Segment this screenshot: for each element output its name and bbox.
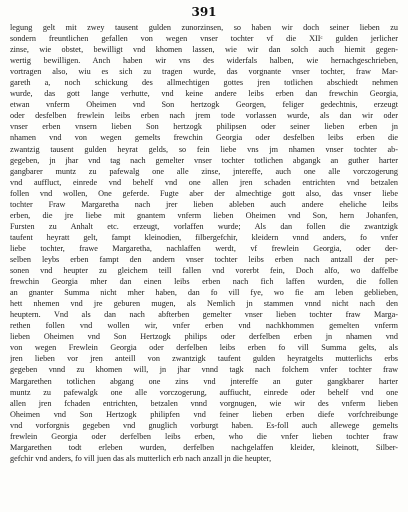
text-line: follen vnd wollen, One geferde. Fugte aber der almechtige gott also, das vnser liebe — [10, 188, 398, 198]
text-line: an gnanter Summa nicht mher haben, dan fo vill fye, wo fie am leben geblieben, — [10, 288, 398, 298]
text-line: Margarethen totlichen abgang one zins vnd jntereffe an guter gangkbarer harter — [10, 376, 398, 386]
text-line: Fursten zu Anhalt etc. erzeugt, vorlaffen wurde; Als dan follen die zwantzigk — [10, 221, 398, 231]
text-line: gegeben vnnd zu khomen will, jn jhar vnnd tagk nach folchem vnfer tochter fraw — [10, 365, 398, 375]
text-line: tochter Fraw Margaretha nach jrer lieben ableben auch andere eheliche leibs — [10, 199, 398, 209]
text-line: jren lieben vor jren anteill von zwantzigk taufent gulden heyratgelts mutterlichs erbs — [10, 354, 398, 364]
text-line: oder desfelben frewlein leibs erben nach jrem tode vorlassen wurde, als dan wir oder — [10, 111, 398, 121]
text-line: sondern freuntlichen gefallen von wegen vnser tochter vf die XIIᶜ gulden jerlicher — [10, 34, 398, 44]
text-line: gegeben, jn jhar vnd tag nach gemelter vnser tochter totlichen abgangk an guther harter — [10, 155, 398, 165]
text-line: wurde, das gott lange verhutte, vnd keine andere leibs erben dan frewchin Georgia, — [10, 89, 398, 99]
page-number: 391 — [191, 5, 217, 19]
text-line: taufent heyratt gelt, fampt kleinodien, filbergefchir, kleidern vnnd anders, fo vnfer — [10, 232, 398, 242]
text-line: gangbarer muntz zu pafewalg one alle zinse, jntereffe, auch one alle vorczogerung — [10, 166, 398, 176]
text-line: zwantzig tausent gulden heyrat gelds, so fein liebe vns jm nhamen vnser tochter ab- — [10, 144, 398, 154]
text-line: gefchir vnd anders, fo vill juen das als mutterlich erb nach anzall jn die heupter, — [10, 453, 272, 463]
text-line: rethen follen vnd wollen wir, vnfer erben vnd nachkhommen gemelten vnferm — [10, 321, 398, 331]
text-line: von wegen Frewlein Georgia oder derfelben leibs erben fo vill Summa gelts, als — [10, 343, 398, 353]
text-line: zinse, wie obstet, bewilligt vnd khomen lassen, wie wir dan solch auch hiemit gegen- — [10, 45, 398, 55]
text-line: sonen vnd heupter zu gleichem teill fallen vnd vorerbt fein, Doch alfo, wo daffelbe — [10, 266, 398, 276]
text-line: erben, die jre liebe mit gnantem vnferm lieben Oheimen vnd Son, hern Johanfen, — [10, 210, 398, 220]
text-line: legung gelt mit zwey tausent gulden zunorzinsen, so haben wir doch seiner lieben zu — [10, 23, 398, 32]
text-line: vnser erben vnsern lieben Son hertzogk philipsen oder seiner lieben erben jn — [10, 122, 398, 132]
text-line: Margarethen todt erleben wurden, derfelben nachgelaffen kleider, kleinott, Silber- — [10, 442, 398, 452]
text-line: heuptern. Vnd als dan nach abfterben gemelter vnser lieben tochter fraw Marga- — [10, 310, 398, 320]
text-line: wertig bewilligen. Anch haben wir vns des widerfals halben, wie hernachgeschrieben, — [10, 56, 398, 66]
text-line: lieben Oheimen vnd Son Hertzogk philips oder derfelben erben jn nhamen vnd — [10, 332, 398, 342]
text-line: frewlein Georgia oder derfelben leibs erben, who die vnfer lieben tochter fraw — [10, 431, 398, 441]
text-line: vortragen also, wiu es sich zu tragen wurde, das vorgnante vnser tochter, fraw Mar- — [10, 67, 398, 77]
text-line: vnd auffluct, einrede vnd behelf vnd one allen jren schaden entrichten vnd betzalen — [10, 177, 398, 187]
text-line: selben leybs erben fampt den andern vnser tochter leibs erben nach antzall der per- — [10, 254, 398, 264]
text-line: muntz zu pafewalgk one alle vorczogerung, auffiucht, einrede oder behelf vnd one — [10, 387, 398, 397]
text-line: allen jren fchaden entrichten, betzalen vnnd vorgnugen, wie wir des vnferm lieben — [10, 398, 398, 408]
text-line: nhamen vnd von wegen gemelts frewchin Georgia oder desfelben leibs erben die — [10, 133, 398, 143]
text-line: hett nhemen vnd jre geburen mugen, als Nemlich jn stammen vnnd nicht nach den — [10, 299, 398, 309]
body-text — [10, 22, 398, 464]
text-line: liebe tochter, frawe Margaretha, nachlaffen werdt, vf frewlein Georgia, oder der- — [10, 243, 398, 253]
text-line: vnd vorforgnis gegeben vnd gnuglich vorburgt haben. Es-foll auch allewege gemelts — [10, 420, 398, 430]
text-line: gareth a, noch schickung des allmechtigen gottes jren totlichen abschiedt nehmen — [10, 78, 398, 88]
text-line: etwan vnferm Oheimen vnd Son hertzogk Georgen, feliger gedechtnis, erzeugt — [10, 100, 398, 110]
text-line: frewchin Georgia mher dan einen leibs erben nach fich laffen wurden, die follen — [10, 277, 398, 287]
text-line: Oheimen vnd Son Hertzogk philipfen vnd feiner lieben erben diefe vorfchreibunge — [10, 409, 398, 419]
